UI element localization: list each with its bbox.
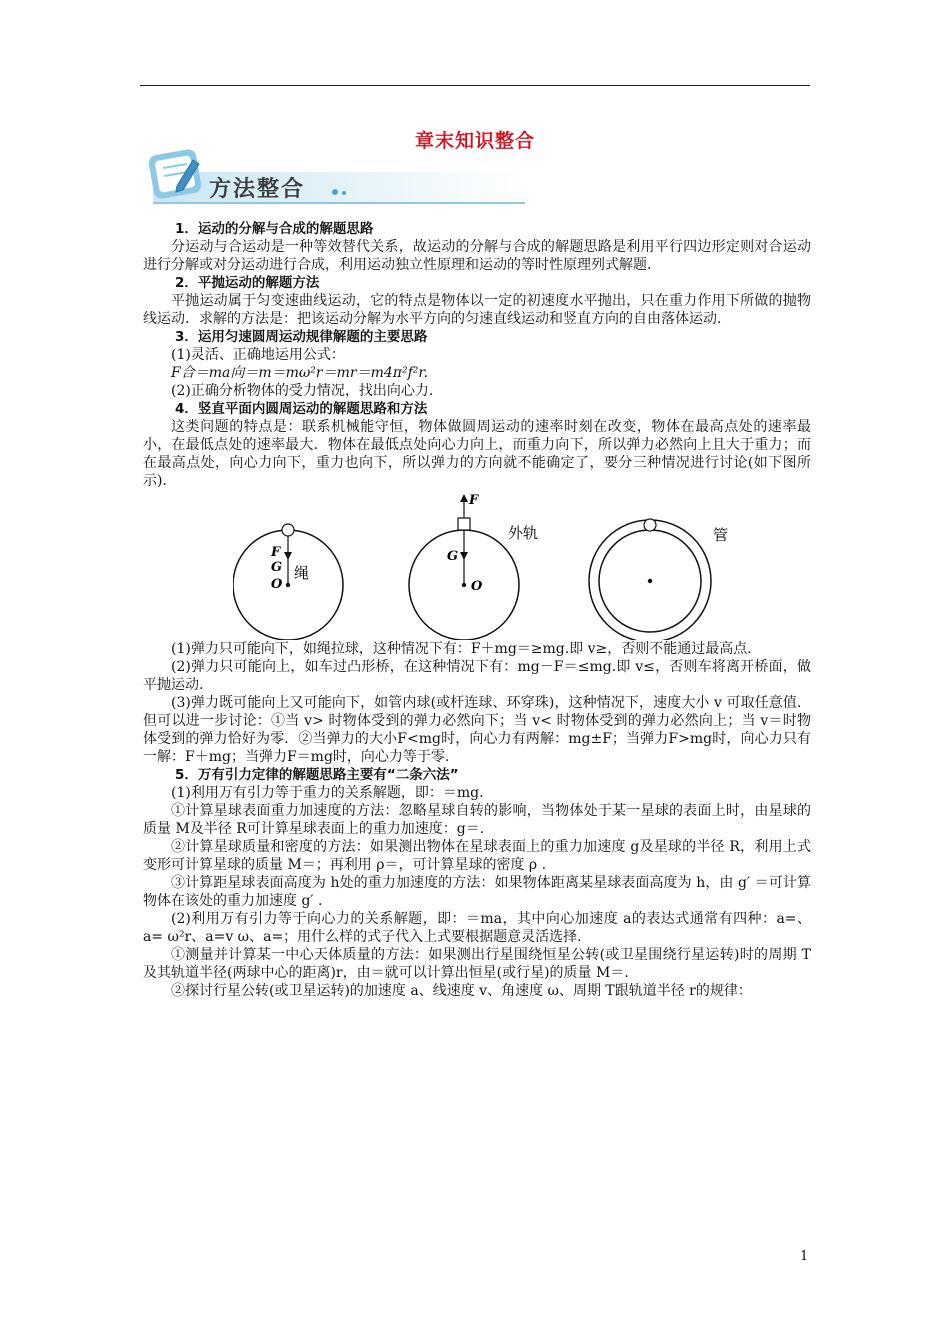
section-2-heading: 2．平抛运动的解题方法 [175, 275, 320, 291]
gravity-label: G [271, 560, 283, 575]
section-5-heading: 5．万有引力定律的解题思路主要有“二条六法” [175, 767, 459, 783]
header-rule [140, 85, 810, 86]
tube-case-diagram [589, 519, 728, 640]
section-5-line-5: (2)利用万有引力等于向心力的关系解题，即：＝ma，其中向心加速度 a的表达式通常有四种：a=、a= ω²r、a=v ω、a=；用什么样的式子代入上式要根据题意灵活选择. [143, 911, 811, 945]
section-5-line-2: ①计算星球表面重力加速度的方法：忽略星球自转的影响，当物体处于某一星球的表面上时，由星球的质量 M及半径 R可计算星球表面上的重力加速度：g＝. [143, 803, 811, 837]
section-banner [143, 146, 525, 210]
page-number: 1 [800, 1249, 809, 1264]
page-title: 章末知识整合 [414, 130, 535, 152]
section-5-line-3: ②计算星球质量和密度的方法：如果测出物体在星球表面上的重力加速度 g及星球的半径 R，利用上式变形可计算星球的质量 M＝；再利用 ρ＝，可计算星球的密度 ρ . [143, 839, 811, 873]
section-5-line-6: ①测量并计算某一中心天体质量的方法：如果测出行星围绕恒星公转(或卫星围绕行星运转)时的周期 T及其轨道半径(两球中心的距离)r，由＝就可以计算出恒星(或行星)的质量 M＝. [143, 947, 811, 981]
section-4-body: 这类问题的特点是：联系机械能守恒，物体做圆周运动的速率时刻在改变，物体在最高点处的速率最小，在最低点处的速率最大．物体在最低点处向心力向上，而重力向下，所以弹力必然向上且大于重力；而在最高点处，向心力向下，重力也向下，所以弹力的方向就不能确定了，要分三种情况进行讨论(如下图所示)． [143, 419, 811, 489]
section-5-line-1: (1)利用万有引力等于重力的关系解题，即：＝mg. [171, 785, 484, 801]
section-3-heading: 3．运用匀速圆周运动规律解题的主要思路 [175, 329, 428, 345]
force-label: F [271, 545, 281, 560]
section-3-point-2: (2)正确分析物体的受力情况，找出向心力. [171, 383, 434, 399]
section-3-point-1: (1)灵活、正确地运用公式： [171, 347, 345, 363]
pencil-note-icon [148, 148, 203, 200]
tube-label: 管 [713, 526, 729, 544]
three-cases-diagram [233, 490, 733, 640]
section-4-case-2: (2)弹力只可能向上，如车过凸形桥，在这种情况下有：mg－F＝≤mg.即 v≤，否则车将离开桥面，做平抛运动. [143, 659, 811, 693]
center-label: O [271, 577, 283, 592]
section-5-line-4: ③计算距星球表面高度为 h处的重力加速度的方法：如果物体距离某星球表面高度为 h，由 g′ ＝可计算物体在该处的重力加速度 g′ . [143, 875, 811, 909]
rope-label: 绳 [294, 564, 310, 582]
section-2-body: 平抛运动属于匀变速曲线运动，它的特点是物体以一定的初速度水平抛出，只在重力作用下所做的抛物线运动．求解的方法是：把该运动分解为水平方向的匀速直线运动和竖直方向的自由落体运动. [143, 293, 811, 327]
main-content [143, 220, 811, 1000]
gravity-label: G [447, 549, 459, 564]
outer-track-case-diagram [409, 493, 538, 640]
center-label: O [471, 579, 483, 594]
section-1-heading: 1．运动的分解与合成的解题思路 [175, 221, 374, 237]
section-4-heading: 4．竖直平面内圆周运动的解题思路和方法 [175, 401, 428, 417]
banner-label: 方法整合 [209, 177, 306, 202]
section-3-formula: F合＝ma向＝m＝mω²r＝mr＝m4π²f²r. [171, 365, 428, 381]
section-4-case-1: (1)弹力只可能向下，如绳拉球，这种情况下有：F＋mg＝≥mg.即 v≥，否则不能通过最高点. [171, 641, 752, 657]
rope-case-diagram [233, 524, 343, 640]
force-label: F [469, 493, 479, 508]
section-5-line-7: ②探讨行星公转(或卫星运转)的加速度 a、线速度 v、角速度 ω、周期 T跟轨道半径 r的规律： [171, 983, 752, 999]
circular-motion-figure [143, 490, 811, 640]
outer-track-label: 外轨 [508, 524, 539, 542]
section-4-case-3: (3)弹力既可能向上又可能向下，如管内球(或杆连球、环穿珠)，这种情况下，速度大小 v 可取任意值．但可以进一步讨论：①当 v> 时物体受到的弹力必然向下；当 v< 时物体受到的弹力必然向上；当 v＝时物体受到的弹力恰好为零．②当弹力的大小F<mg时，向心力有两解：mg±F；当弹力F>mg时，向心力只有一解：F＋mg；当弹力F＝mg时，向心力等于零. [143, 695, 811, 765]
section-1-body: 分运动与合运动是一种等效替代关系，故运动的分解与合成的解题思路是利用平行四边形定则对合运动进行分解或对分运动进行合成，利用运动独立性原理和运动的等时性原理列式解题. [143, 239, 811, 273]
